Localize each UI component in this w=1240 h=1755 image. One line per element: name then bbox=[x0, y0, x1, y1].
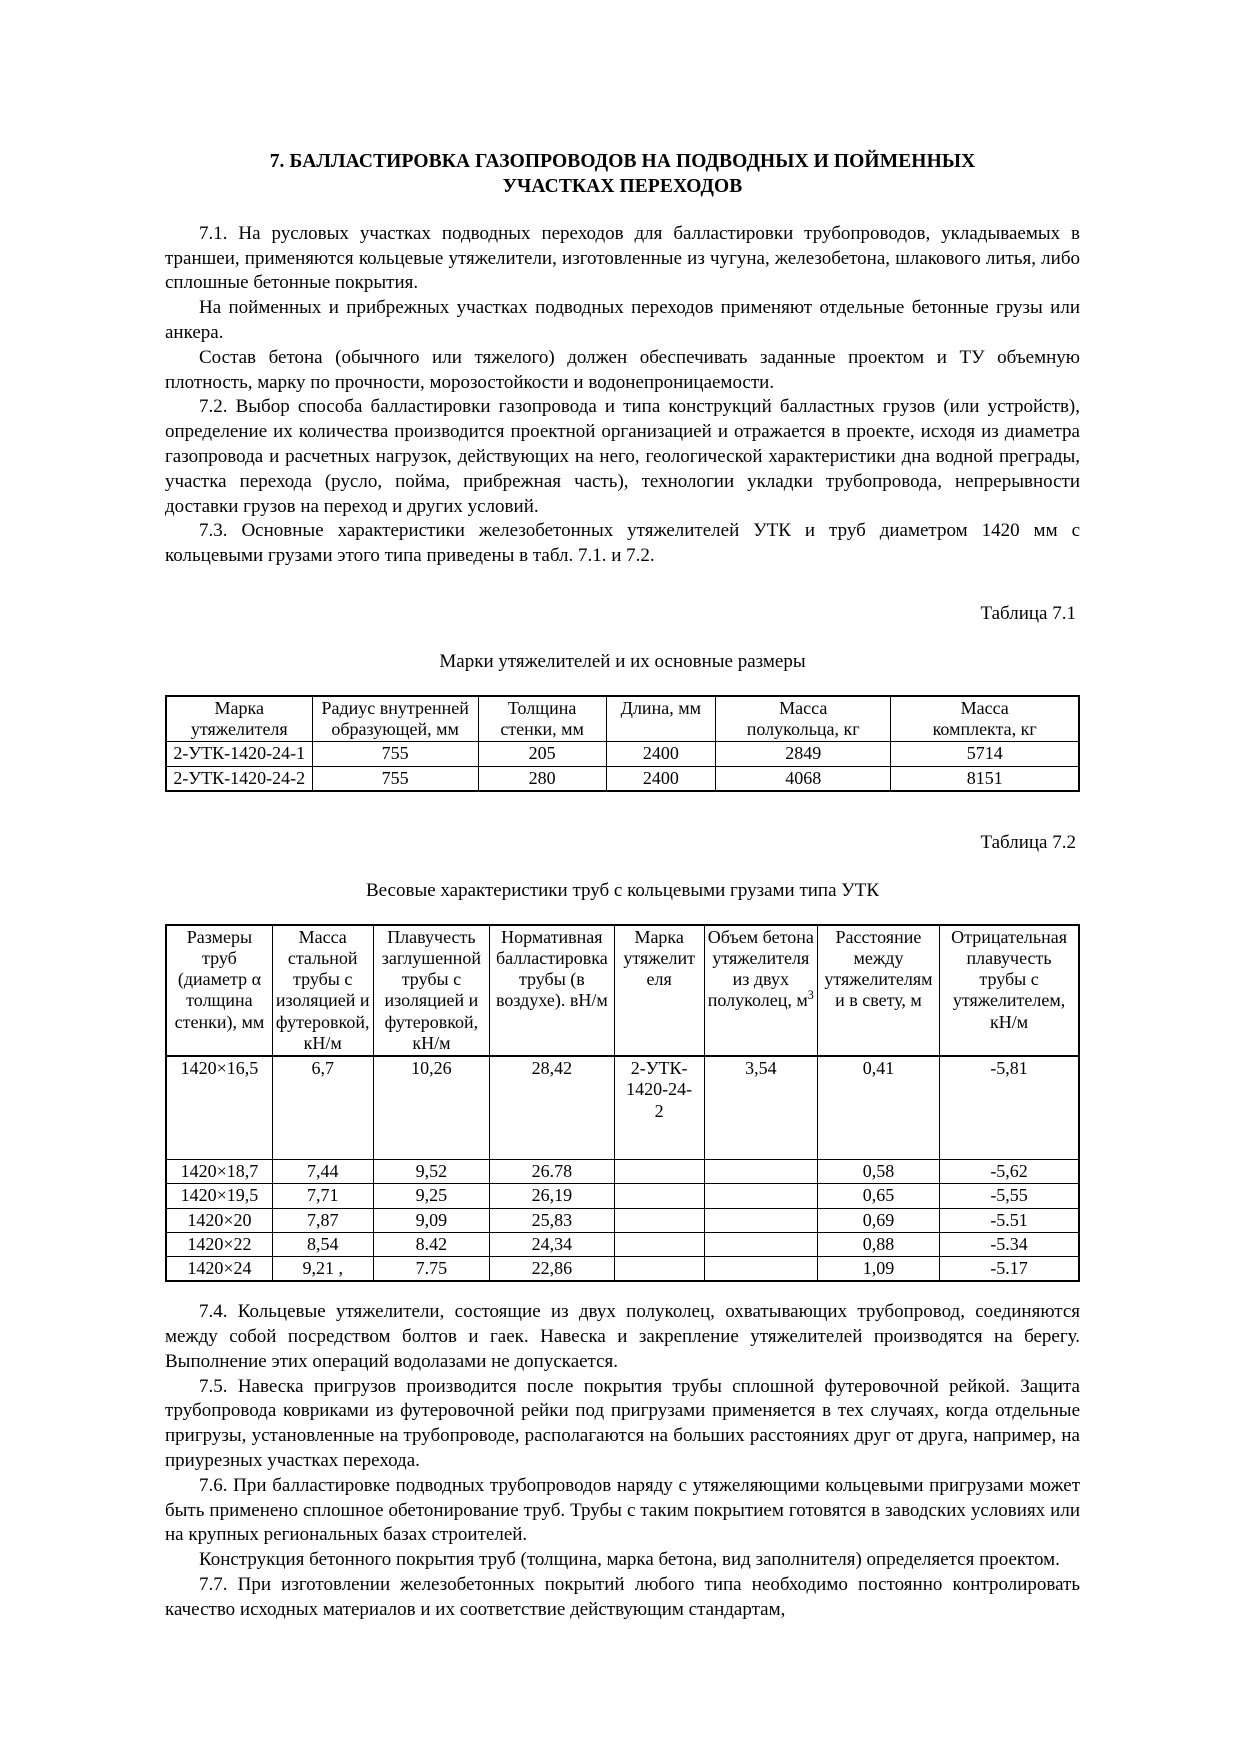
table-cell-volume bbox=[704, 1208, 817, 1232]
table-cell-mark bbox=[614, 1184, 704, 1208]
table-cell-ballast: 24,34 bbox=[490, 1232, 614, 1256]
table-7-1-header-cell bbox=[891, 696, 1079, 742]
table-cell-negative: -5,55 bbox=[940, 1184, 1079, 1208]
header-line: Расстояние bbox=[835, 926, 922, 947]
table-cell-negative: -5,62 bbox=[940, 1160, 1079, 1184]
header-line: трубы с bbox=[293, 969, 353, 990]
table-cell-buoyancy: 10,26 bbox=[373, 1056, 490, 1160]
header-line: еля bbox=[646, 969, 672, 990]
header-line: Масса bbox=[779, 697, 828, 718]
table-cell-mark bbox=[614, 1208, 704, 1232]
table-cell: 205 bbox=[478, 742, 606, 766]
paragraph-7-1-c: Состав бетона (обычного или тяжелого) должен обеспечивать заданные проектом и ТУ объемную плотность, марку по прочности, морозостойкости и водонепроницаемости. bbox=[165, 346, 1080, 393]
table-row bbox=[166, 766, 1079, 791]
table-7-1-header-cell bbox=[312, 696, 478, 742]
header-line: стенки), мм bbox=[174, 1011, 265, 1032]
header-line: Масса bbox=[298, 926, 347, 947]
header-line: Длина, мм bbox=[620, 697, 701, 718]
table-7-1-label: Таблица 7.1 bbox=[980, 602, 1076, 624]
header-line: Толщина bbox=[507, 697, 577, 718]
table-cell-mass: 7,87 bbox=[272, 1208, 373, 1232]
paragraph-7-1: 7.1. На русловых участках подводных переходов для балластировки трубопроводов, укладываемых в траншеи, применяются кольцевые утяжелители, изготовленные из чугуна, железобетона, шлакового литья, либо сплошные бетонные покрытия. bbox=[165, 222, 1080, 294]
header-line: Радиус внутренней bbox=[321, 697, 469, 718]
header-line: Объем бетона bbox=[707, 926, 814, 947]
table-cell: 2-УТК-1420-24-1 bbox=[166, 742, 312, 766]
table-row bbox=[166, 1232, 1079, 1256]
table-cell-size: 1420×19,5 bbox=[166, 1184, 272, 1208]
table-cell-negative: -5.17 bbox=[940, 1257, 1079, 1282]
table-cell-distance: 1,09 bbox=[817, 1257, 939, 1282]
table-cell-volume bbox=[704, 1184, 817, 1208]
header-line: футеровкой, bbox=[384, 1011, 479, 1032]
header-line: Плавучесть bbox=[387, 926, 476, 947]
table-cell-mark bbox=[614, 1232, 704, 1256]
header-line: футеровкой, bbox=[275, 1011, 370, 1032]
table-cell-size: 1420×20 bbox=[166, 1208, 272, 1232]
header-line: комплекта, кг bbox=[932, 719, 1037, 740]
header-line: кН/м bbox=[990, 1011, 1029, 1032]
table-7-1-header-cell bbox=[716, 696, 891, 742]
header-line: кН/м bbox=[412, 1032, 451, 1053]
header-line: стенки, мм bbox=[500, 719, 584, 740]
header-line: утяжелителя bbox=[190, 719, 288, 740]
paragraph-7-4: 7.4. Кольцевые утяжелители, состоящие из двух полуколец, охватывающих трубопровод, соединяются между собой посредством болтов и гаек. Навеска и закрепление утяжелителей производятся на берегу. Выполнение этих операций водолазами не допускается. bbox=[165, 1301, 1080, 1372]
header-line-with-superscript bbox=[707, 990, 815, 1011]
header-line: изоляцией и bbox=[384, 990, 479, 1011]
table-cell-size: 1420×24 bbox=[166, 1257, 272, 1282]
table-7-1-caption: Марки утяжелителей и их основные размеры bbox=[439, 650, 806, 672]
table-cell: 2-УТК-1420-24-2 bbox=[166, 766, 312, 791]
table-cell: 280 bbox=[478, 766, 606, 791]
table-7-2-caption: Весовые характеристики труб с кольцевыми грузами типа УТК bbox=[365, 879, 880, 901]
table-row bbox=[166, 1056, 1079, 1160]
paragraph-7-5: 7.5. Навеска пригрузов производится после покрытия трубы сплошной футеровочной рейкой. Защита трубопровода ковриками из футеровочной рейки под пригрузами применяется в тех случаях, когда отдельные пригрузы, установленные на трубопроводе, располагаются на больших расстояниях друг от друга, например, на приурезных участках перехода. bbox=[165, 1375, 1080, 1472]
mark-line: 2 bbox=[654, 1100, 664, 1121]
table-cell-distance: 0,58 bbox=[817, 1160, 939, 1184]
table-7-1-header-row bbox=[166, 696, 1079, 742]
header-line: между bbox=[853, 948, 904, 969]
table-cell-ballast: 28,42 bbox=[490, 1056, 614, 1160]
header-line: изоляцией и bbox=[275, 990, 370, 1011]
header-line: и в свету, м bbox=[835, 990, 922, 1011]
table-cell-distance: 0,88 bbox=[817, 1232, 939, 1256]
header-line: Марка bbox=[634, 926, 684, 947]
table-7-1-header-cell bbox=[478, 696, 606, 742]
header-line: воздухе). вН/м bbox=[496, 990, 608, 1011]
table-7-1 bbox=[165, 695, 1080, 792]
table-cell-negative: -5.34 bbox=[940, 1232, 1079, 1256]
table-cell-volume bbox=[704, 1232, 817, 1256]
header-line: Размеры bbox=[186, 926, 253, 947]
table-7-2-header-ballast bbox=[490, 925, 614, 1056]
header-line: трубы (в bbox=[518, 969, 585, 990]
table-cell-mass: 7,71 bbox=[272, 1184, 373, 1208]
header-line: кН/м bbox=[303, 1032, 342, 1053]
table-7-2-header-sizes bbox=[166, 925, 272, 1056]
table-cell-buoyancy: 7.75 bbox=[373, 1257, 490, 1282]
table-row bbox=[166, 1208, 1079, 1232]
table-cell-mass: 8,54 bbox=[272, 1232, 373, 1256]
table-cell-distance: 0,65 bbox=[817, 1184, 939, 1208]
table-cell-negative: -5,81 bbox=[940, 1056, 1079, 1160]
header-line: полукольца, кг bbox=[746, 719, 860, 740]
table-cell-volume bbox=[704, 1160, 817, 1184]
header-line: стальной bbox=[287, 948, 358, 969]
table-cell-buoyancy: 8.42 bbox=[373, 1232, 490, 1256]
table-cell: 5714 bbox=[891, 742, 1079, 766]
header-line: (диаметр α bbox=[177, 969, 261, 990]
header-line: утяжелителем, bbox=[952, 990, 1066, 1011]
header-line: трубы с bbox=[401, 969, 462, 990]
mark-line: 2-УТК- bbox=[630, 1058, 688, 1079]
table-cell-buoyancy: 9,25 bbox=[373, 1184, 490, 1208]
header-line-text: полуколец, м bbox=[707, 990, 808, 1011]
table-7-2-label: Таблица 7.2 bbox=[980, 831, 1076, 853]
table-7-1-header-cell bbox=[166, 696, 312, 742]
table-7-2-header-negative-buoyancy bbox=[940, 925, 1079, 1056]
table-cell: 2400 bbox=[606, 766, 716, 791]
table-cell: 4068 bbox=[716, 766, 891, 791]
header-line: утяжелителя bbox=[712, 948, 810, 969]
header-line: Нормативная bbox=[501, 926, 603, 947]
table-row bbox=[166, 1184, 1079, 1208]
table-cell: 2849 bbox=[716, 742, 891, 766]
paragraph-7-6: 7.6. При балластировке подводных трубопроводов наряду с утяжеляющими кольцевыми пригрузами может быть применено сплошное обетонирование труб. Трубы с таким покрытием готовятся в заводских условиях или на крупных региональных базах строителей. bbox=[165, 1474, 1080, 1546]
table-cell-mark bbox=[614, 1160, 704, 1184]
header-line: толщина bbox=[186, 990, 253, 1011]
page-title-line-2: УЧАСТКАХ ПЕРЕХОДОВ bbox=[502, 175, 743, 197]
table-row bbox=[166, 1257, 1079, 1282]
table-7-1-header-cell bbox=[606, 696, 716, 742]
table-cell-ballast: 26.78 bbox=[490, 1160, 614, 1184]
table-cell-size: 1420×22 bbox=[166, 1232, 272, 1256]
mark-line: 1420-24- bbox=[626, 1079, 693, 1100]
header-line: Отрицательная bbox=[951, 926, 1067, 947]
table-7-2-header-volume bbox=[704, 925, 817, 1056]
header-line: заглушенной bbox=[381, 948, 482, 969]
table-cell: 755 bbox=[312, 766, 478, 791]
table-cell: 8151 bbox=[891, 766, 1079, 791]
table-cell-distance: 0,41 bbox=[817, 1056, 939, 1160]
table-cell: 2400 bbox=[606, 742, 716, 766]
table-cell-volume bbox=[704, 1257, 817, 1282]
header-line: труб bbox=[202, 948, 237, 969]
table-cell: 755 bbox=[312, 742, 478, 766]
table-7-2-header-distance bbox=[817, 925, 939, 1056]
paragraph-7-2: 7.2. Выбор способа балластировки газопровода и типа конструкций балластных грузов (или устройств), определение их количества производится проектной организацией и отражается в проекте, исходя из диаметра газопровода и расчетных нагрузок, действующих на него, геологической характеристики дна водной преграды, участка перехода (русло, пойма, прибрежная часть), технологии укладки трубопровода, непрерывности доставки грузов на переход и других условий. bbox=[165, 396, 1080, 517]
header-line: плавучесть bbox=[966, 948, 1052, 969]
table-cell-volume: 3,54 bbox=[704, 1056, 817, 1160]
page-title-line-1: 7. БАЛЛАСТИРОВКА ГАЗОПРОВОДОВ НА ПОДВОДНЫХ И ПОЙМЕННЫХ bbox=[269, 151, 976, 172]
table-7-2-header-row bbox=[166, 925, 1079, 1056]
table-7-2-header-mass bbox=[272, 925, 373, 1056]
table-cell-ballast: 22,86 bbox=[490, 1257, 614, 1282]
table-cell-mark bbox=[614, 1257, 704, 1282]
table-row bbox=[166, 1160, 1079, 1184]
header-line: из двух bbox=[732, 969, 789, 990]
table-cell-buoyancy: 9,09 bbox=[373, 1208, 490, 1232]
table-cell-negative: -5.51 bbox=[940, 1208, 1079, 1232]
table-row bbox=[166, 742, 1079, 766]
table-7-2-header-buoyancy bbox=[373, 925, 490, 1056]
table-cell-size: 1420×16,5 bbox=[166, 1056, 272, 1160]
superscript-exponent: 3 bbox=[807, 988, 814, 1003]
paragraph-7-6-b: Конструкция бетонного покрытия труб (толщина, марка бетона, вид заполнителя) определяется проектом. bbox=[199, 1549, 1060, 1571]
paragraph-7-1-b: На пойменных и прибрежных участках подводных переходов применяют отдельные бетонные грузы или анкера. bbox=[165, 297, 1080, 344]
header-line: утяжелит bbox=[623, 948, 695, 969]
paragraph-7-7: 7.7. При изготовлении железобетонных покрытий любого типа необходимо постоянно контролировать качество исходных материалов и их соответствие действующим стандартам, bbox=[165, 1573, 1080, 1620]
header-line: трубы с bbox=[979, 969, 1039, 990]
table-7-2 bbox=[165, 924, 1080, 1283]
table-cell-distance: 0,69 bbox=[817, 1208, 939, 1232]
header-line: образующей, мм bbox=[331, 719, 459, 740]
table-7-2-header-mark bbox=[614, 925, 704, 1056]
table-cell-mass: 6,7 bbox=[272, 1056, 373, 1160]
header-line: Марка bbox=[214, 697, 265, 718]
table-cell-buoyancy: 9,52 bbox=[373, 1160, 490, 1184]
table-cell-mass: 9,21 , bbox=[272, 1257, 373, 1282]
paragraph-7-3: 7.3. Основные характеристики железобетонных утяжелителей УТК и труб диаметром 1420 мм с кольцевыми грузами этого типа приведены в табл. 7.1. и 7.2. bbox=[165, 520, 1080, 567]
table-cell-mark bbox=[614, 1056, 704, 1160]
table-cell-ballast: 25,83 bbox=[490, 1208, 614, 1232]
page-title bbox=[165, 150, 1080, 200]
table-cell-size: 1420×18,7 bbox=[166, 1160, 272, 1184]
header-line: утяжелителям bbox=[824, 969, 933, 990]
header-line: Масса bbox=[960, 697, 1009, 718]
header-line: балластировка bbox=[496, 948, 608, 969]
table-cell-mass: 7,44 bbox=[272, 1160, 373, 1184]
table-cell-ballast: 26,19 bbox=[490, 1184, 614, 1208]
